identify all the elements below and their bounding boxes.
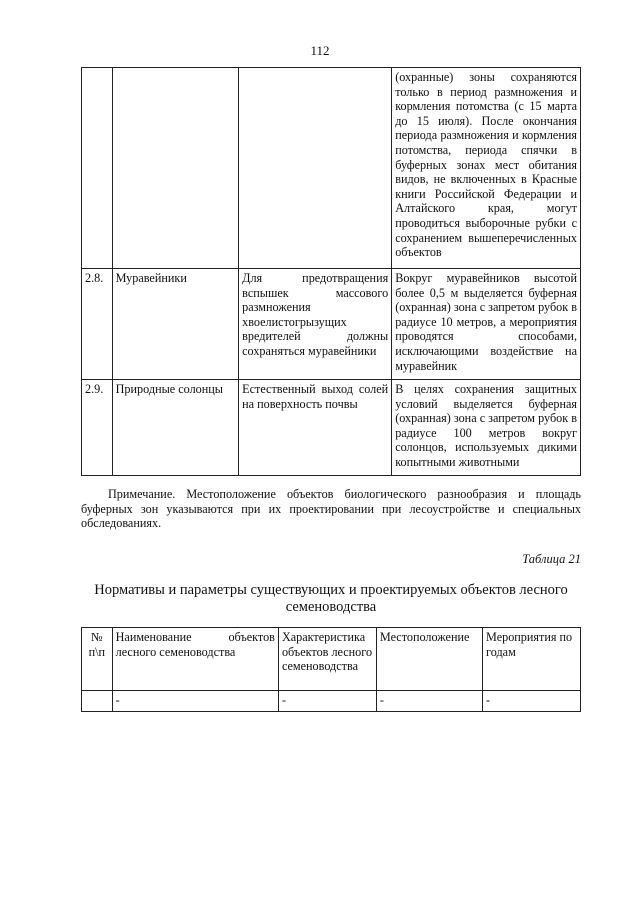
row-number-cell: 2.8.: [82, 269, 113, 380]
biodiversity-objects-table: [81, 67, 581, 476]
row-number-cell: 2.9.: [82, 380, 113, 476]
table-header-row: [82, 628, 581, 691]
characteristics-cell: -: [278, 691, 376, 712]
table-row: [82, 380, 581, 476]
header-measures-by-year: Мероприятия по годам: [483, 628, 581, 691]
object-measures-cell: (охранные) зоны сохраняются только в период размножения и кормления потомства (с 15 марта до 15 июля). После окончания периода размножения и кормления потомства, периода спячки в буферных зонах мест обитания видов, не включенных в Красные книги Российской Федерации и Алтайского края, могут проводиться выборочные рубки с сохранением вышеперечисленных объектов: [392, 68, 581, 269]
header-object-name: Наименование объектов лесного семеноводства: [112, 628, 278, 691]
table-row: [82, 269, 581, 380]
location-cell: -: [376, 691, 482, 712]
seed-production-table: [81, 627, 581, 712]
row-number-cell: [82, 691, 113, 712]
object-purpose-cell: [239, 68, 392, 269]
section-title: Нормативы и параметры существующих и проектируемых объектов лесного семеноводства: [94, 582, 568, 615]
header-number: № п\п: [82, 628, 113, 691]
object-measures-cell: Вокруг муравейников высотой более 0,5 м выделяется буферная (охранная) зона с запретом рубок в радиусе 10 метров, а мероприятия проводятся способами, исключающими воздействие на муравейник: [392, 269, 581, 380]
measures-cell: -: [483, 691, 581, 712]
object-name-cell: -: [112, 691, 278, 712]
table-label: Таблица 21: [522, 552, 581, 566]
object-name-cell: [112, 68, 239, 269]
object-purpose-cell: Для предотвращения вспышек массового размножения хвоелистогрызущих вредителей должны сохраняться муравейники: [239, 269, 392, 380]
object-measures-cell: В целях сохранения защитных условий выделяется буферная (охранная) зона с запретом рубок в радиусе 100 метров вокруг солонцов, используемых дикими копытными животными: [392, 380, 581, 476]
object-name-cell: Природные солонцы: [112, 380, 239, 476]
note-paragraph: Примечание. Местоположение объектов биологического разнообразия и площадь буферных зон указываются при их проектировании при лесоустройстве и специальных обследованиях.: [81, 487, 581, 531]
page-number: 112: [310, 43, 330, 58]
row-number-cell: [82, 68, 113, 269]
header-location: Местоположение: [376, 628, 482, 691]
table-row: [82, 691, 581, 712]
header-characteristics: Характеристика объектов лесного семеноводства: [278, 628, 376, 691]
table-row: [82, 68, 581, 269]
object-name-cell: Муравейники: [112, 269, 239, 380]
object-purpose-cell: Естественный выход солей на поверхность почвы: [239, 380, 392, 476]
